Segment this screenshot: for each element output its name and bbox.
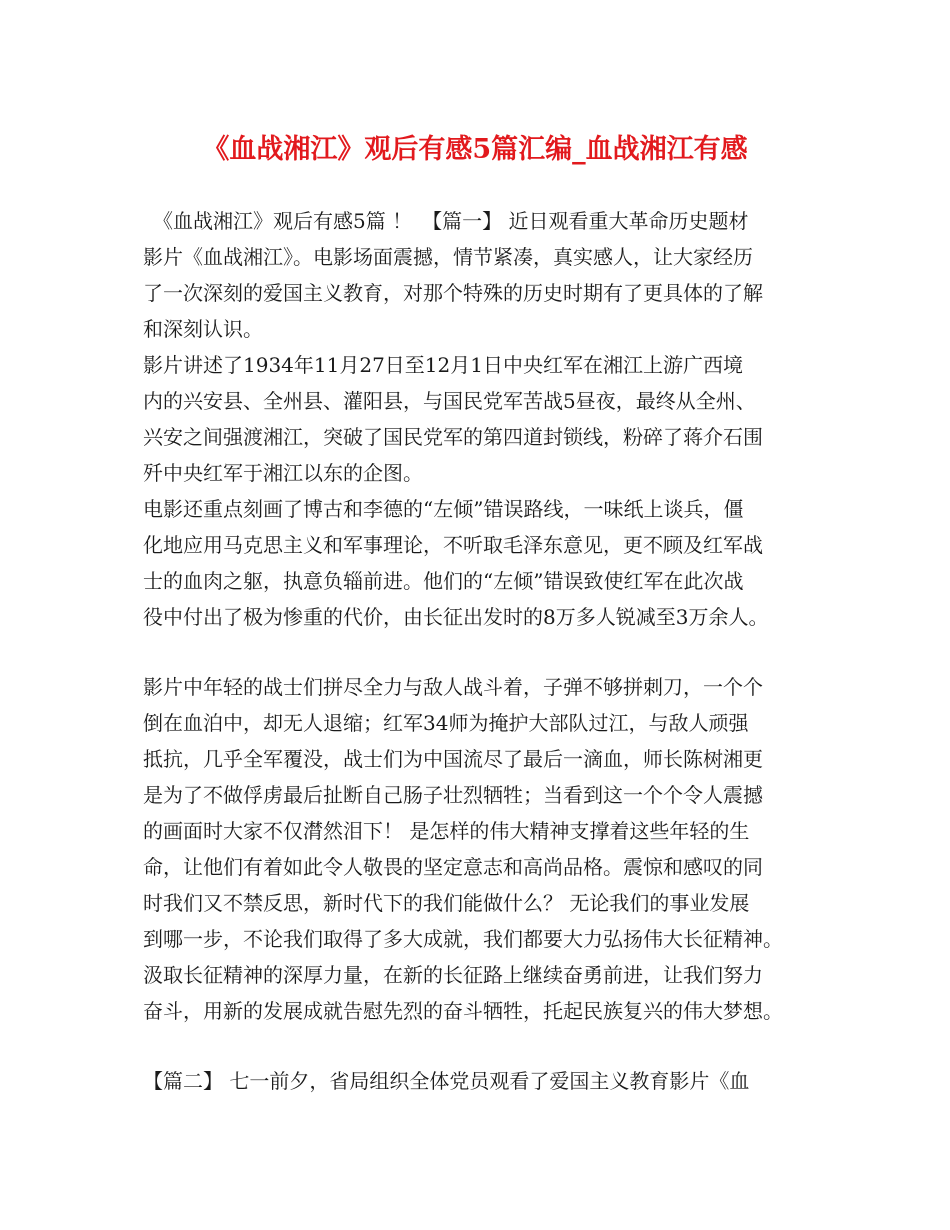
text-line: 奋斗，用新的发展成就告慰先烈的奋斗牺牲，托起民族复兴的伟大梦想。 [143, 999, 783, 1023]
text-line: 和深刻认识。 [143, 317, 263, 341]
text-line: 影片中年轻的战士们拼尽全力与敌人战斗着，子弹不够拼刺刀，一个个 [143, 675, 763, 699]
text-line: 役中付出了极为惨重的代价，由长征出发时的8万多人锐减至3万余人。 [143, 605, 769, 629]
text-line: 到哪一步，不论我们取得了多大成就，我们都要大力弘扬伟大长征精神。 [143, 927, 783, 951]
text-line: 歼中央红军于湘江以东的企图。 [143, 461, 423, 485]
text-line: 兴安之间强渡湘江，突破了国民党军的第四道封锁线，粉碎了蒋介石围 [143, 425, 763, 449]
text-line: 了一次深刻的爱国主义教育，对那个特殊的历史时期有了更具体的了解 [143, 281, 763, 305]
document-body [143, 203, 823, 1099]
text-line: 化地应用马克思主义和军事理论，不听取毛泽东意见，更不顾及红军战 [143, 533, 763, 557]
text-line: 电影还重点刻画了博古和李德的“左倾”错误路线，一味纸上谈兵，僵 [143, 497, 744, 521]
text-line: 倒在血泊中，却无人退缩；红军34师为掩护大部队过江，与敌人顽强 [143, 711, 749, 735]
text-line: 内的兴安县、全州县、灌阳县，与国民党军苦战5昼夜，最终从全州、 [143, 389, 756, 413]
paragraph-gap [143, 635, 823, 669]
text-line: 时我们又不禁反思，新时代下的我们能做什么？ 无论我们的事业发展 [143, 891, 750, 915]
document-title: 《血战湘江》观后有感5篇汇编_血战湘江有感 [202, 134, 748, 165]
text-line: 《血战湘江》观后有感5篇 ！ 【篇一】 近日观看重大革命历史题材 [143, 209, 749, 233]
text-line: 的画面时大家不仅潸然泪下！ 是怎样的伟大精神支撑着这些年轻的生 [143, 819, 750, 843]
text-line: 是为了不做俘虏最后扯断自己肠子壮烈牺牲；当看到这一个个令人震撼 [143, 783, 763, 807]
text-line: 命，让他们有着如此令人敬畏的坚定意志和高尚品格。震惊和感叹的同 [143, 855, 763, 879]
text-line: 汲取长征精神的深厚力量，在新的长征路上继续奋勇前进，让我们努力 [143, 963, 763, 987]
text-line: 士的血肉之躯，执意负辎前进。他们的“左倾”错误致使红军在此次战 [143, 569, 744, 593]
text-line: 抵抗，几乎全军覆没，战士们为中国流尽了最后一滴血，师长陈树湘更 [143, 747, 763, 771]
text-line: 【篇二】 七一前夕，省局组织全体党员观看了爱国主义教育影片《血 [143, 1069, 750, 1093]
paragraph-gap [143, 1029, 823, 1063]
text-line: 影片讲述了1934年11月27日至12月1日中央红军在湘江上游广西境 [143, 353, 743, 377]
text-line: 影片《血战湘江》。电影场面震撼，情节紧凑，真实感人，让大家经历 [143, 245, 753, 269]
